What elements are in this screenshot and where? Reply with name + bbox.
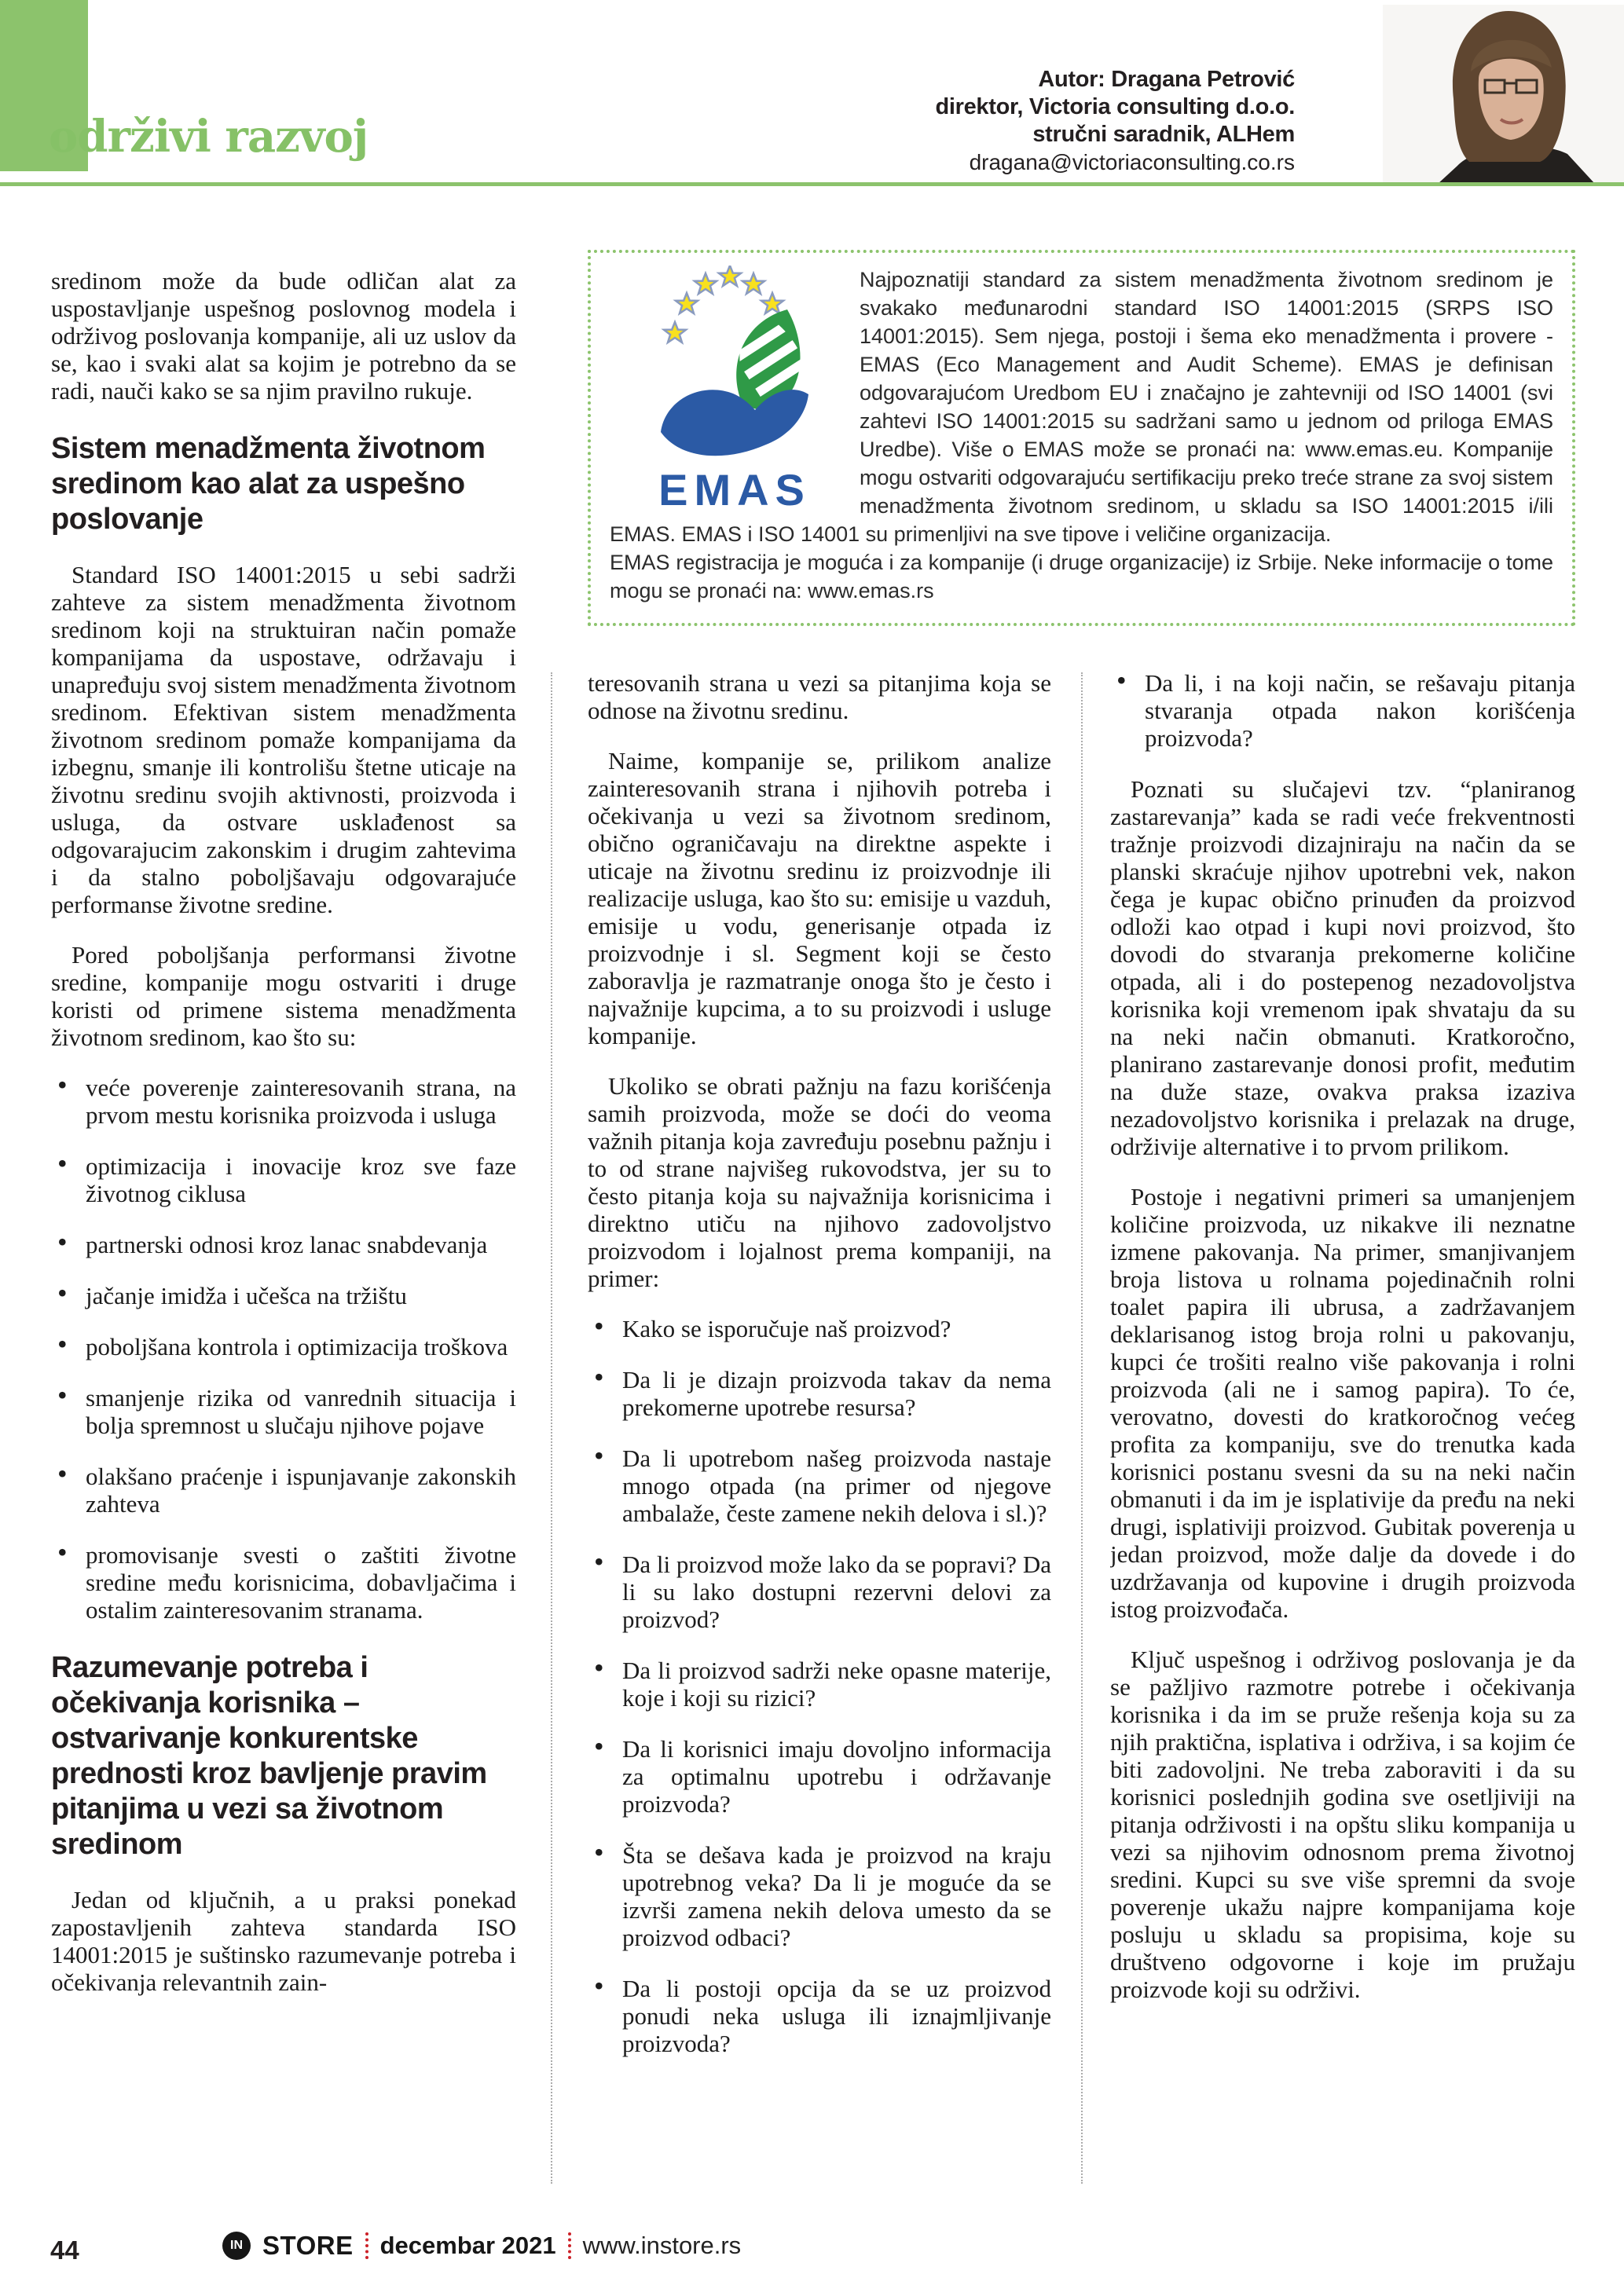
paragraph: Postoje i negativni primeri sa umanjenjem količine proizvoda, uz nikakve ili neznatne izmene pakovanja. Na primer, smanjivanjem broja listova u rolnama pojedinačnih rolni toalet papira ili ubrusa, a zadržavanjem deklarisanog istog broja rolni u pakovanju, kupci će trošiti realno više pakovanja i rolni proizvoda (ali ne i samog papira). To će, verovatno, dovesti do kratkoročnog većeg profita za kompaniju, sve do trenutka kada korisnici postanu svesni da su na neki način obmanuti i da im je isplativije da pređu na neki drugi, isplativiji proizvod. Gubitak poverenja u jedan proizvod, može dalje da dovede i do uzdržavanja od kupovine i drugih proizvoda istog proizvođača. bbox=[1110, 1183, 1575, 1623]
author-block bbox=[786, 66, 1295, 176]
bullet-item: • olakšano praćenje i ispunjavanje zakonskih zahteva bbox=[51, 1463, 516, 1518]
bullet-item: • veće poverenje zainteresovanih strana, na prvom mestu korisnika proizvoda i usluga bbox=[51, 1074, 516, 1129]
infobox-paragraph-1: Najpoznatiji standard za sistem menadžmenta životnom sredinom je svakako međunarodni standard ISO 14001:2015 (SRPS ISO 14001:2015). Sem njega, postoji i šema eko menadžmenta i provere - EMAS (Eco Management and Audit Scheme). EMAS je definisan odgovarajućom Uredbom EU i značajno je zahtevniji od ISO 14001 (svi zahtevi ISO 14001:2015 su sadržani samo u jednom od priloga EMAS Uredbe). Više o EMAS može se pronaći na: www.emas.eu. Kompanije mogu ostvariti odgovarajuću sertifikaciju preko treće strane za svoj sistem menadžmenta životnom sredinom, u skladu sa ISO 14001:2015 i/ili EMAS. EMAS i ISO 14001 su primenljivi na sve tipove i veličine organizacija. bbox=[610, 268, 1553, 546]
paragraph: Poznati su slučajevi tzv. “planiranog zastarevanja” kada se radi veće frekventnosti tražnje proizvodi dizajniraju na način da se planski skraćuje njihov upotrebni vek, nakon čega je kupac obično prinuđen da proizvod odloži kao otpad i kupi novi proizvod, što dovodi do stvaranja prekomerne količine otpada, ali i do postepenog nezadovoljstva korisnika koji vremenom ipak shvataju da su na neki način obmanuti. Kratkoročno, planirano zastarevanje donosi profit, međutim na duže staze, ovakva praksa izaziva nezadovoljstvo korisnika i prelazak na druge, održivije alternative i to prvom prilikom. bbox=[1110, 775, 1575, 1160]
bullet-item: • Da li proizvod sadrži neke opasne materije, koje i koji su rizici? bbox=[588, 1657, 1051, 1712]
bullet-item: • jačanje imidža i učešca na tržištu bbox=[51, 1282, 516, 1309]
footer-separator-icon bbox=[365, 2232, 368, 2259]
bullet-item: • Da li upotrebom našeg proizvoda nastaje mnogo otpada (na primer od njegove ambalaže, česte zamene nekih delova i sl.)? bbox=[588, 1445, 1051, 1527]
author-email: dragana@victoriaconsulting.co.rs bbox=[969, 150, 1295, 174]
website-url: www.instore.rs bbox=[582, 2232, 742, 2259]
author-name: Autor: Dragana Petrović bbox=[1038, 67, 1295, 92]
instore-circle-logo-icon: IN bbox=[222, 2232, 251, 2260]
bullet-item: • Da li je dizajn proizvoda takav da nema prekomerne upotrebe resursa? bbox=[588, 1366, 1051, 1421]
bullet-item: • Da li korisnici imaju dovoljno informacija za optimalnu upotrebu i održavanje proizvoda? bbox=[588, 1735, 1051, 1818]
paragraph: Ključ uspešnog i održivog poslovanja je da se pažljivo razmotre potrebe i očekivanja korisnika i da im se pruže rešenja koja su za njih praktična, isplativa i održiva, i sa kojim će biti zadovoljni. Ne treba zaboraviti i da su korisnici poslednjih godina sve osetljiviji na pitanja održivosti i na opštu sliku kompanija u vezi sa njihovim odnosnom prema životnoj sredini. Kupci su sve više spremni da svoje poverenje ukažu najpre kompanijama koje posluju u skladu sa propisima, koje su društveno odgovorne i koje im pružaju proizvode koji su održivi. bbox=[1110, 1646, 1575, 2003]
paragraph: Pored poboljšanja performansi životne sredine, kompanije mogu ostvariti i druge koristi od primene sistema menadžmenta životnom sredinom, kao što su: bbox=[51, 941, 516, 1051]
author-role-1: direktor, Victoria consulting d.o.o. bbox=[935, 94, 1295, 119]
emas-logo-graphic bbox=[625, 265, 845, 517]
column-3 bbox=[1110, 669, 1575, 2170]
column-2 bbox=[588, 669, 1051, 2193]
paragraph: Jedan od ključnih, a u praksi ponekad zapostavljenih zahteva standarda ISO 14001:2015 je suštinsko razumevanje potreba i očekivanja relevantnih zain- bbox=[51, 1886, 516, 1996]
header-divider-rule bbox=[0, 182, 1624, 186]
column-divider-2 bbox=[1081, 672, 1083, 2184]
emas-wordmark: EMAS bbox=[658, 465, 811, 514]
bullet-item: • Da li, i na koji način, se rešavaju pitanja stvaranja otpada nakon korišćenja proizvoda? bbox=[1110, 669, 1575, 752]
section-title: održivi razvoj bbox=[49, 111, 368, 163]
author-role-2: stručni saradnik, ALHem bbox=[1032, 122, 1295, 147]
paragraph: Ukoliko se obrati pažnju na fazu korišćenja samih proizvoda, može se doći do veoma važnih pitanja koja zavređuju posebnu pažnju i to od strane najvišeg rukovodstva, jer su to često pitanja koja su najvažnija korisnicima i direktno utiču na njihovo zadovoljstvo proizvodom i lojalnost prema kompaniji, na primer: bbox=[588, 1072, 1051, 1292]
paragraph: Naime, kompanije se, prilikom analize zainteresovanih strana i njihovih potreba i očekivanja u vezi sa životnom sredinom, obično ograničavaju na direktne aspekte i uticaje na životnu sredinu iz proizvodnje ili realizacije usluga, kao što su: emisije u vazduh, emisije u vodu, generisanje otpada iz proizvodnje i sl. Segment koji se često zaboravlja je razmatranje onoga što je često i najvažnije kupcima, a to su proizvodi i usluge kompanije. bbox=[588, 747, 1051, 1049]
bullet-item: • Šta se dešava kada je proizvod na kraju upotrebnog veka? Da li je moguće da se izvrši zamena nekih delova umesto da se proizvod odbaci? bbox=[588, 1841, 1051, 1951]
issue-date: decembar 2021 bbox=[379, 2232, 556, 2259]
bullet-item: • Da li proizvod može lako da se popravi? Da li su lako dostupni rezervni delovi za proizvod? bbox=[588, 1551, 1051, 1633]
bullet-item: • Kako se isporučuje naš proizvod? bbox=[588, 1315, 1051, 1342]
emas-wave-icon bbox=[661, 390, 808, 456]
store-logo-label: STORE bbox=[262, 2231, 354, 2260]
bullet-item: • Da li postoji opcija da se uz proizvod ponudi neka usluga ili iznajmljivanje proizvoda? bbox=[588, 1975, 1051, 2057]
paragraph: Standard ISO 14001:2015 u sebi sadrži zahteve za sistem menadžmenta životnom sredinom koji na struktuiran način pomaže kompanijama da uspostave, održavaju i unapređuju svoj sistem menadžmenta životnom sredinom. Efektivan sistem menadžmenta životnom sredinom pomaže kompanijama da izbegnu, smanje ili kontrolišu štetne uticaje na životnu sredinu svojih aktivnosti, proizvoda i usluga, da ostvare usklađenost sa odgovarajucim zakonskim i drugim zahtevima i da stalno poboljšavaju odgovarajuće performanse životne sredine. bbox=[51, 561, 516, 918]
paragraph: teresovanih strana u vezi sa pitanjima koja se odnose na životnu sredinu. bbox=[588, 669, 1051, 724]
column-1 bbox=[51, 267, 516, 2204]
emas-logo bbox=[610, 265, 860, 514]
footer-separator-icon bbox=[568, 2232, 571, 2259]
bullet-item: • smanjenje rizika od vanrednih situacija i bolja spremnost u slučaju njihove pojave bbox=[51, 1384, 516, 1439]
infobox-paragraph-2: EMAS registracija je moguća i za kompanije (i druge organizacije) iz Srbije. Neke informacije o tome mogu se pronaći na: www.emas.rs bbox=[610, 551, 1553, 602]
footer bbox=[222, 2231, 741, 2261]
author-portrait-illustration bbox=[1383, 5, 1624, 184]
bullet-item: • poboljšana kontrola i optimizacija troškova bbox=[51, 1333, 516, 1360]
bullet-item: • optimizacija i inovacije kroz sve faze životnog ciklusa bbox=[51, 1152, 516, 1207]
heading-understanding-needs: Razumevanje potreba i očekivanja korisnika – ostvarivanje konkurentske prednosti kroz bavljenje pravim pitanjima u vezi sa životnom sredinom bbox=[51, 1651, 487, 1861]
heading-ems-as-tool: Sistem menadžmenta životnom sredinom kao alat za uspešno poslovanje bbox=[51, 432, 486, 536]
column-divider-1 bbox=[551, 672, 552, 2184]
bullet-item: • promovisanje svesti o zaštiti životne sredine među korisnicima, dobavljačima i ostalim zainteresovanim stranama. bbox=[51, 1541, 516, 1624]
emas-infobox bbox=[588, 250, 1575, 626]
bullet-item: • partnerski odnosi kroz lanac snabdevanja bbox=[51, 1231, 516, 1258]
paragraph: sredinom može da bude odličan alat za uspostavljanje uspešnog poslovnog modela i održivog poslovanja kompanije, ali uz uslov da se, kao i svaki alat sa kojim je potrebno da se radi, nauči kako se sa njim pravilno rukuje. bbox=[51, 267, 516, 405]
page-number: 44 bbox=[50, 2236, 79, 2265]
author-photo bbox=[1383, 5, 1624, 184]
